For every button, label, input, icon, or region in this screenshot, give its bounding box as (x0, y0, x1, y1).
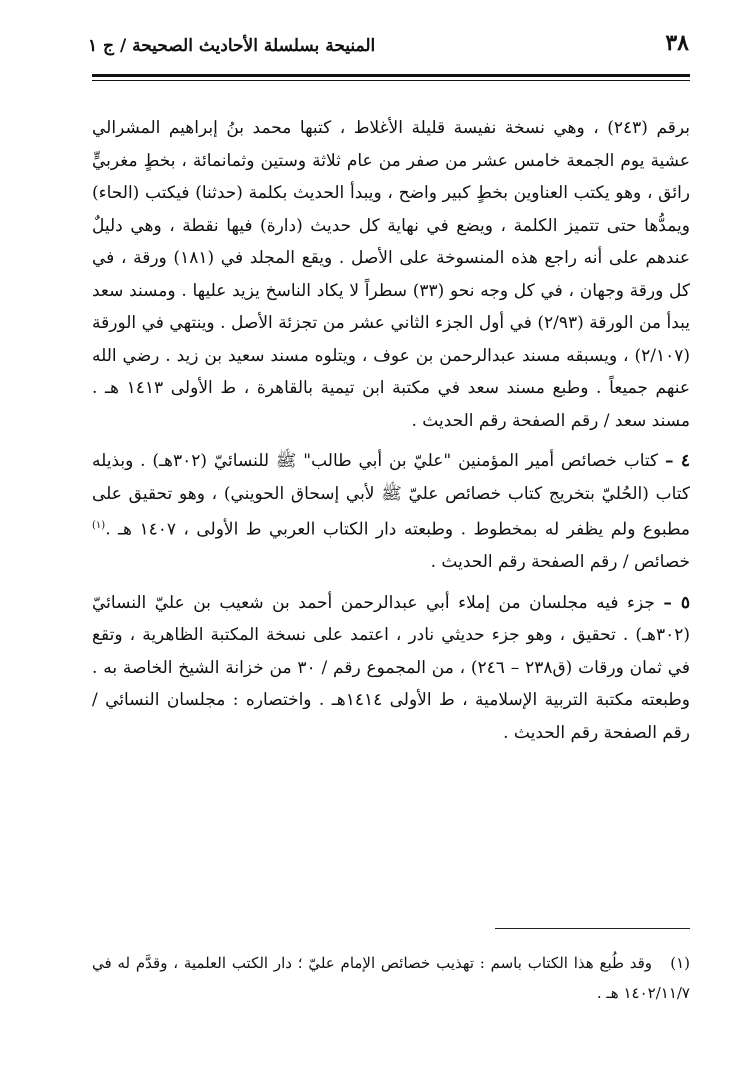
entry-5-number: ٥ – (663, 592, 691, 613)
entry-4 (92, 445, 690, 579)
entry-4-number: ٤ – (665, 451, 690, 471)
footnote-rule (495, 928, 690, 929)
footnote-reference: (١) (92, 520, 106, 531)
paragraph-1: برقم (٢٤٣) ، وهي نسخة نفيسة قليلة الأغلاط ، كتبها محمد بنُ إبراهيم المشرالي عشية يوم الجمعة خامس عشر من صفر من عام ثلاثة وستين وثمانمائة ، بخطٍ مغربيٍّ رائق ، وهو يكتب العناوين بخطٍ كبير واضح ، ويبدأ الحديث بكلمة (حدثنا) فيكتب (الحاء) ويمدُّها حتى تتميز الكلمة ، ويضع في نهاية كل حديث (دارة) فيها نقطة ، وهي دليلٌ عندهم على أنه راجع هذه المنسوخة على الأصل . ويقع المجلد في (١٨١) ورقة ، في كل ورقة وجهان ، في كل وجه نحو (٣٣) سطراً لا يكاد الناسخ يزيد عليها . ومسند سعد يبدأ من الورقة (٢/٩٣) في أول الجزء الثاني عشر من تجزئة الأصل . وينتهي في الورقة (٢/١٠٧) ، ويسبقه مسند عبدالرحمن بن عوف ، ويتلوه مسند سعيد بن زيد . رضي الله عنهم جميعاً . وطبع مسند سعد في مكتبة ابن تيمية بالقاهرة ، ط الأولى ١٤١٣ هـ . مسند سعد / رقم الصفحة رقم الحديث . (92, 118, 690, 431)
footnote-1 (92, 948, 690, 1008)
entry-5 (92, 587, 690, 750)
footnote-1-text: وقد طُبع هذا الكتاب باسم : تهذيب خصائص الإمام عليّ ؛ دار الكتب العلمية ، وقدَّم له في ١٤٠٢/١١/٧ هـ . (92, 954, 690, 1002)
page-number: ٣٨ (665, 30, 689, 56)
entry-4-citation: خصائص / رقم الصفحة رقم الحديث . (430, 552, 690, 573)
entry-5-text: جزء فيه مجلسان من إملاء أبي عبدالرحمن أحمد بن شعيب بن عليّ النسائيّ (٣٠٢هـ) . تحقيق ، وهو جزء حديثي نادر ، اعتمد على نسخة المكتبة الظاهرية ، وتقع في ثمان ورقات (ق٢٣٨ – ٢٤٦) ، من المجموع رقم / ٣٠ من خزانة الشيخ الخاصة به . وطبعته مكتبة التربية الإسلامية ، ط الأولى ١٤١٤هـ . واختصاره : مجلسان النسائي / رقم الصفحة رقم الحديث . (92, 592, 690, 743)
footnote-1-marker: (١) (670, 954, 690, 972)
main-text (92, 112, 690, 749)
page-header (88, 30, 688, 70)
entry-4-text: كتاب خصائص أمير المؤمنين "عليّ بن أبي طالب" ﷺ للنسائيّ (٣٠٢هـ) . وبذيله كتاب (الحُليّ بتخريج كتاب خصائص عليّ ﷺ لأبي إسحاق الحويني) ، وهو تحقيق على مطبوع ولم يظفر له بمخطوط . وطبعته دار الكتاب العربي ط الأولى ، ١٤٠٧ هـ . (92, 451, 690, 540)
header-rule (92, 74, 690, 81)
running-title: المنيحة بسلسلة الأحاديث الصحيحة / ج ١ (88, 36, 376, 56)
footnotes (92, 948, 690, 1008)
